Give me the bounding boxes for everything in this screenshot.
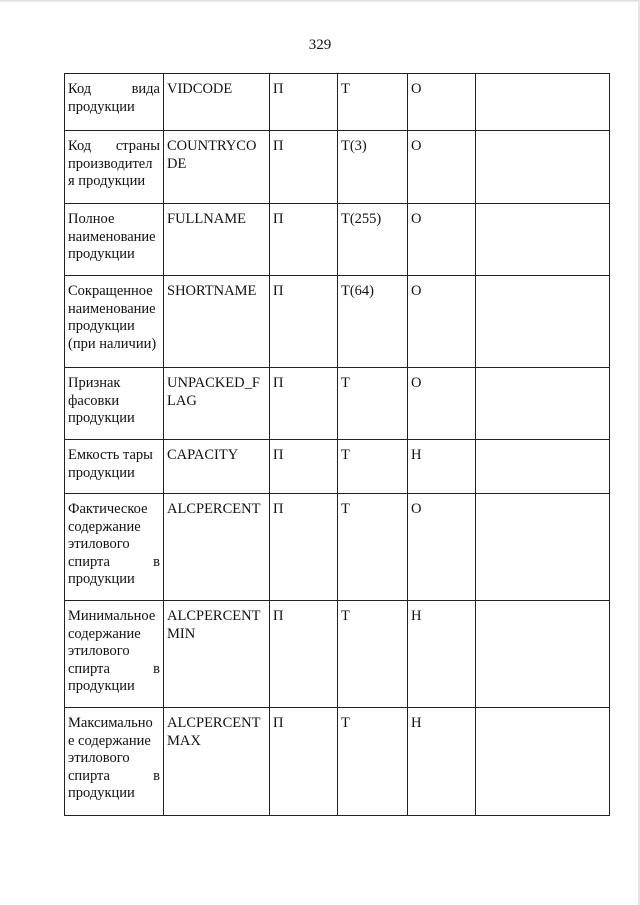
field-flag-cell: П	[270, 204, 338, 276]
field-identifier-cell	[164, 74, 270, 131]
field-type-cell: Т	[338, 368, 408, 440]
field-name-line	[68, 554, 160, 572]
table-row	[65, 601, 610, 708]
field-name-word: вида	[131, 81, 160, 97]
field-name-cell	[65, 494, 164, 601]
fields-table	[64, 73, 610, 816]
field-note-cell	[476, 276, 610, 368]
field-name-cell	[65, 368, 164, 440]
field-name-word: Код	[68, 138, 92, 154]
field-identifier-cell	[164, 494, 270, 601]
field-name-line: продукции	[68, 98, 135, 115]
field-requirement-cell: Н	[408, 440, 476, 494]
field-identifier-line: UNPACKED_F	[167, 375, 260, 391]
field-name-line: наименование	[68, 300, 156, 317]
field-name-line: е содержание	[68, 732, 151, 749]
field-name-word: в	[153, 767, 160, 784]
field-name-cell	[65, 708, 164, 816]
field-identifier-line: LAG	[167, 392, 197, 409]
field-note-cell	[476, 440, 610, 494]
field-name-word: в	[153, 553, 160, 570]
field-flag-cell: П	[270, 276, 338, 368]
field-identifier-cell	[164, 368, 270, 440]
field-note-cell	[476, 494, 610, 601]
field-name-cell	[65, 601, 164, 708]
field-name-line	[68, 138, 160, 156]
field-name-line: этилового	[68, 536, 130, 552]
field-flag-cell: П	[270, 74, 338, 131]
field-name-line: Фактическое	[68, 501, 148, 517]
field-type-cell: Т(64)	[338, 276, 408, 368]
fields-table-body	[65, 74, 610, 816]
page-top-edge	[0, 0, 640, 2]
field-flag-cell: П	[270, 440, 338, 494]
field-name-line: продукции	[68, 571, 135, 587]
field-name-line: этилового	[68, 643, 130, 659]
field-identifier-cell	[164, 440, 270, 494]
field-requirement-cell: О	[408, 131, 476, 204]
field-flag-cell: П	[270, 368, 338, 440]
field-type-cell: Т	[338, 74, 408, 131]
field-identifier-line: CAPACITY	[167, 447, 239, 463]
field-name-line: продукции	[68, 678, 135, 694]
table-row	[65, 131, 610, 204]
field-requirement-cell: О	[408, 74, 476, 131]
table-row	[65, 440, 610, 494]
field-name-cell	[65, 276, 164, 368]
field-name-cell	[65, 74, 164, 131]
field-name-line: производител	[68, 155, 153, 172]
field-note-cell	[476, 368, 610, 440]
field-name-word: спирта	[68, 660, 110, 677]
field-name-line: содержание	[68, 518, 141, 535]
field-name-word: спирта	[68, 767, 110, 784]
field-type-cell: Т	[338, 440, 408, 494]
field-name-line: я продукции	[68, 173, 146, 189]
field-name-line: Емкость тары	[68, 447, 153, 463]
field-name-cell	[65, 131, 164, 204]
field-name-line: наименование	[68, 228, 156, 245]
table-row	[65, 708, 610, 816]
field-type-cell: Т(255)	[338, 204, 408, 276]
field-note-cell	[476, 131, 610, 204]
field-note-cell	[476, 204, 610, 276]
field-note-cell	[476, 74, 610, 131]
field-identifier-line: ALCPERCENT	[167, 608, 261, 624]
field-name-word: страны	[115, 138, 160, 154]
field-note-cell	[476, 708, 610, 816]
field-name-line: продукции	[68, 464, 135, 481]
field-name-line: продукции	[68, 318, 135, 334]
field-name-line: Максимально	[68, 715, 153, 731]
field-identifier-cell	[164, 708, 270, 816]
table-row	[65, 494, 610, 601]
field-identifier-cell	[164, 276, 270, 368]
field-type-cell: Т	[338, 601, 408, 708]
field-note-cell	[476, 601, 610, 708]
table-row	[65, 276, 610, 368]
field-name-line: этилового	[68, 750, 130, 766]
field-identifier-line: COUNTRYCO	[167, 138, 257, 154]
field-identifier-line: MIN	[167, 625, 196, 642]
field-identifier-cell	[164, 204, 270, 276]
field-name-line	[68, 768, 160, 786]
field-name-line: фасовки	[68, 392, 120, 409]
field-identifier-line: VIDCODE	[167, 81, 233, 97]
field-identifier-cell	[164, 131, 270, 204]
field-name-line: содержание	[68, 625, 141, 642]
field-name-line: Минимальное	[68, 608, 156, 624]
field-name-line: продукции	[68, 410, 135, 426]
field-identifier-line: ALCPERCENT	[167, 715, 261, 731]
table-row	[65, 368, 610, 440]
field-name-line: продукции	[68, 246, 135, 262]
field-identifier-cell	[164, 601, 270, 708]
field-requirement-cell: Н	[408, 708, 476, 816]
field-name-line	[68, 661, 160, 679]
field-name-line: Сокращенное	[68, 283, 153, 299]
field-type-cell: Т	[338, 494, 408, 601]
field-name-word: в	[153, 660, 160, 677]
field-requirement-cell: О	[408, 494, 476, 601]
field-type-cell: Т(3)	[338, 131, 408, 204]
field-name-word: Код	[68, 81, 92, 97]
field-type-cell: Т	[338, 708, 408, 816]
table-row	[65, 204, 610, 276]
field-identifier-line: FULLNAME	[167, 211, 246, 227]
field-name-line: (при наличии)	[68, 335, 157, 352]
field-requirement-cell: О	[408, 204, 476, 276]
field-flag-cell: П	[270, 708, 338, 816]
field-name-line	[68, 81, 160, 99]
field-name-line: Признак	[68, 375, 121, 391]
table-row	[65, 74, 610, 131]
field-flag-cell: П	[270, 494, 338, 601]
field-flag-cell: П	[270, 131, 338, 204]
field-name-line: Полное	[68, 211, 115, 227]
field-requirement-cell: Н	[408, 601, 476, 708]
field-identifier-line: DE	[167, 155, 187, 172]
field-name-cell	[65, 204, 164, 276]
field-name-word: спирта	[68, 553, 110, 570]
field-requirement-cell: О	[408, 368, 476, 440]
page-number: 329	[308, 37, 332, 53]
field-requirement-cell: О	[408, 276, 476, 368]
field-identifier-line: SHORTNAME	[167, 283, 257, 299]
field-name-line: продукции	[68, 785, 135, 801]
field-identifier-line: ALCPERCENT	[167, 501, 261, 517]
field-name-cell	[65, 440, 164, 494]
field-flag-cell: П	[270, 601, 338, 708]
field-identifier-line: MAX	[167, 732, 201, 749]
